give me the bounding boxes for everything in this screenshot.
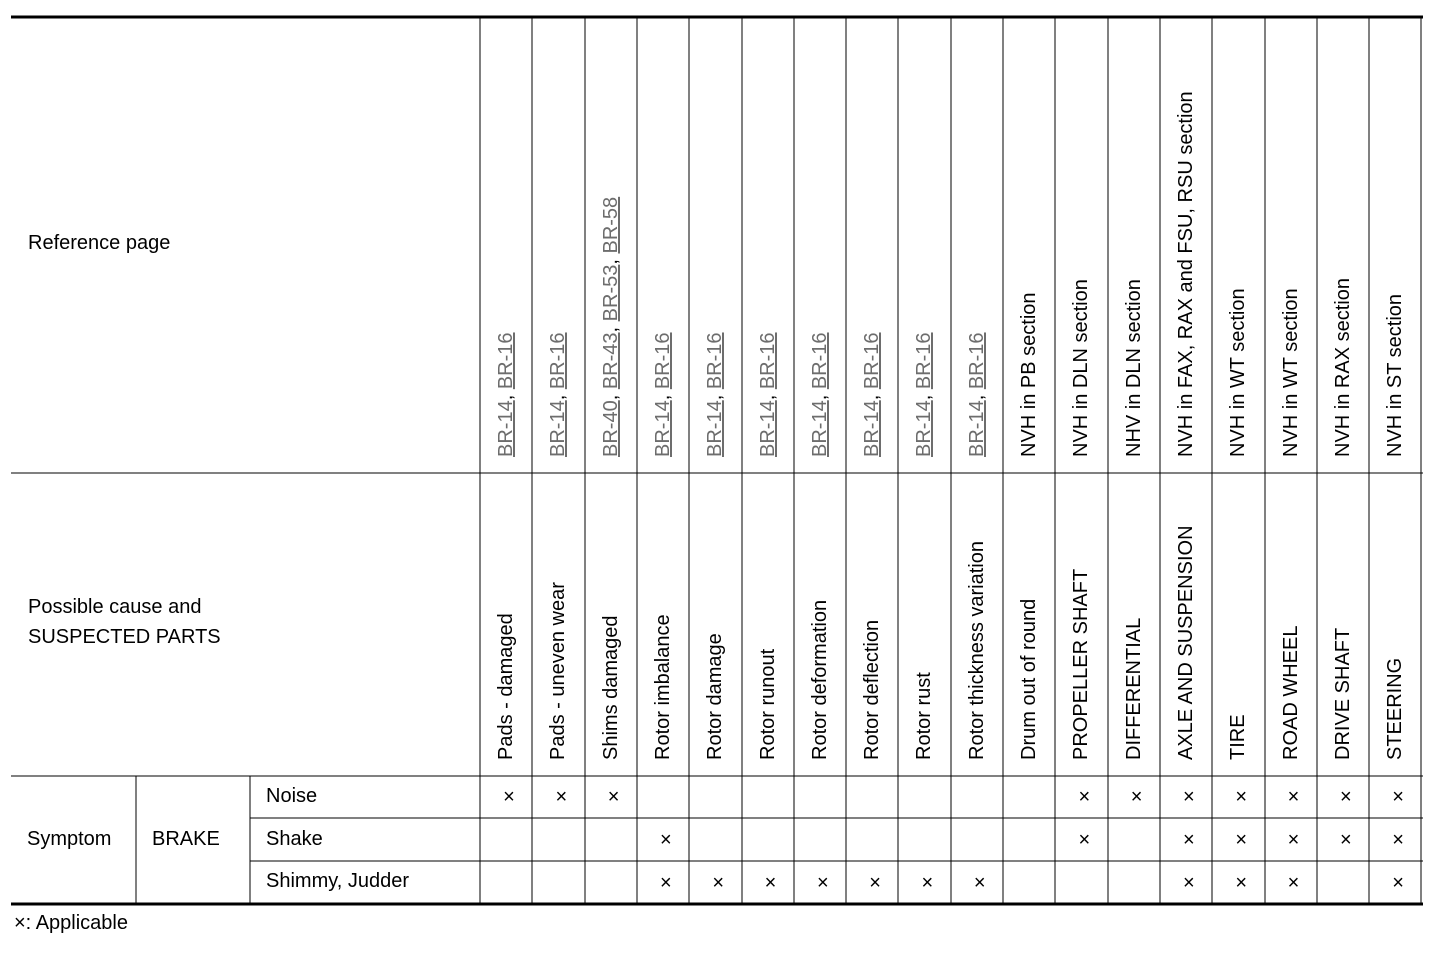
reference-text: , bbox=[965, 389, 988, 401]
reference-text: NVH in WT section bbox=[1279, 288, 1302, 457]
reference-link[interactable]: BR-16 bbox=[808, 332, 831, 390]
applicable-mark: × bbox=[712, 872, 725, 894]
reference-link[interactable]: BR-14 bbox=[808, 400, 831, 457]
reference-14 bbox=[1174, 91, 1198, 457]
reference-text: , bbox=[599, 321, 622, 333]
reference-13 bbox=[1122, 279, 1146, 457]
reference-4[interactable] bbox=[651, 332, 675, 457]
reference-link[interactable]: BR-16 bbox=[547, 332, 570, 390]
reference-text: , bbox=[651, 389, 674, 401]
reference-link[interactable]: BR-40 bbox=[599, 400, 622, 457]
suspected-part-5: Rotor damage bbox=[704, 633, 727, 760]
suspected-part-8: Rotor deflection bbox=[861, 619, 884, 760]
reference-text: , bbox=[599, 389, 622, 401]
suspected-part-14: AXLE AND SUSPENSION bbox=[1174, 525, 1197, 760]
footnote-applicable: ×: Applicable bbox=[14, 912, 128, 934]
suspected-part-11: Drum out of round bbox=[1018, 598, 1040, 760]
applicable-mark: × bbox=[555, 786, 568, 808]
suspected-part-18: STEERING bbox=[1384, 657, 1407, 760]
symptom-row-label-noise: Noise bbox=[266, 785, 318, 807]
possible-cause-label-line2: SUSPECTED PARTS bbox=[28, 626, 221, 648]
suspected-part-4: Rotor imbalance bbox=[651, 614, 674, 760]
reference-text: , bbox=[704, 389, 727, 401]
reference-3[interactable] bbox=[599, 197, 623, 457]
reference-text: , bbox=[861, 389, 884, 401]
reference-10[interactable] bbox=[965, 332, 989, 457]
brake-label: BRAKE bbox=[152, 828, 220, 850]
applicable-mark: × bbox=[607, 786, 620, 808]
suspected-part-16: ROAD WHEEL bbox=[1279, 625, 1302, 760]
applicable-mark: × bbox=[1130, 786, 1143, 808]
applicable-mark: × bbox=[1339, 829, 1352, 851]
reference-link[interactable]: BR-14 bbox=[965, 400, 988, 457]
reference-text: , bbox=[756, 389, 779, 401]
applicable-mark: × bbox=[921, 872, 934, 894]
reference-text: , bbox=[547, 389, 570, 401]
applicable-mark: × bbox=[1183, 829, 1195, 851]
reference-link[interactable]: BR-16 bbox=[651, 332, 674, 390]
suspected-part-15: TIRE bbox=[1227, 714, 1250, 760]
reference-link[interactable]: BR-14 bbox=[861, 400, 884, 457]
suspected-part-2: Pads - uneven wear bbox=[547, 582, 570, 760]
applicable-mark: × bbox=[1183, 872, 1195, 894]
reference-11 bbox=[1017, 292, 1041, 457]
suspected-part-7: Rotor deformation bbox=[808, 599, 831, 760]
applicable-mark: × bbox=[1235, 872, 1248, 894]
applicable-mark: × bbox=[764, 872, 777, 894]
reference-link[interactable]: BR-58 bbox=[599, 196, 622, 254]
reference-link[interactable]: BR-16 bbox=[965, 332, 988, 390]
applicable-mark: × bbox=[660, 872, 672, 894]
reference-link[interactable]: BR-43 bbox=[599, 332, 622, 390]
applicable-mark: × bbox=[816, 872, 829, 894]
reference-text: , bbox=[495, 389, 517, 401]
applicable-mark: × bbox=[869, 872, 881, 894]
reference-text: NVH in WT section bbox=[1227, 288, 1250, 457]
applicable-mark: × bbox=[1287, 786, 1300, 808]
applicable-mark: × bbox=[1235, 786, 1248, 808]
reference-text: NVH in FAX, RAX and FSU, RSU section bbox=[1174, 91, 1197, 457]
symptom-row-label-shake: Shake bbox=[266, 828, 323, 850]
reference-link[interactable]: BR-14 bbox=[547, 400, 570, 457]
applicable-mark: × bbox=[1392, 829, 1404, 851]
reference-text: , bbox=[913, 389, 936, 401]
reference-page-label: Reference page bbox=[28, 232, 171, 254]
reference-12 bbox=[1069, 279, 1093, 457]
applicable-mark: × bbox=[1235, 829, 1248, 851]
suspected-part-17: DRIVE SHAFT bbox=[1331, 627, 1354, 760]
reference-17 bbox=[1331, 278, 1355, 457]
suspected-part-6: Rotor runout bbox=[756, 648, 779, 760]
applicable-mark: × bbox=[973, 872, 986, 894]
reference-link[interactable]: BR-14 bbox=[651, 400, 674, 457]
applicable-mark: × bbox=[1183, 786, 1195, 808]
suspected-part-1: Pads - damaged bbox=[495, 613, 517, 760]
reference-link[interactable]: BR-16 bbox=[704, 332, 727, 390]
reference-9[interactable] bbox=[912, 332, 936, 457]
reference-text: , bbox=[808, 389, 831, 401]
reference-18 bbox=[1383, 294, 1407, 457]
suspected-part-9: Rotor rust bbox=[913, 672, 936, 760]
reference-link[interactable]: BR-14 bbox=[704, 400, 727, 457]
reference-text: NVH in ST section bbox=[1384, 293, 1407, 457]
applicable-mark: × bbox=[660, 829, 672, 851]
reference-7[interactable] bbox=[808, 332, 832, 457]
possible-cause-label bbox=[28, 592, 221, 652]
symptom-row-label-shimmy: Shimmy, Judder bbox=[266, 870, 410, 892]
applicable-mark: × bbox=[1078, 829, 1091, 851]
reference-6[interactable] bbox=[756, 332, 780, 457]
reference-link[interactable]: BR-53 bbox=[599, 264, 622, 322]
applicable-mark: × bbox=[1078, 786, 1091, 808]
reference-text: NVH in DLN section bbox=[1070, 279, 1093, 457]
applicable-mark: × bbox=[1287, 872, 1300, 894]
reference-link[interactable]: BR-16 bbox=[756, 332, 779, 390]
suspected-part-3: Shims damaged bbox=[599, 615, 622, 760]
reference-5[interactable] bbox=[703, 332, 727, 457]
applicable-mark: × bbox=[1339, 786, 1352, 808]
reference-link[interactable]: BR-14 bbox=[495, 400, 517, 457]
symptom-label: Symptom bbox=[27, 828, 112, 850]
reference-15 bbox=[1226, 288, 1250, 457]
reference-link[interactable]: BR-14 bbox=[756, 400, 779, 457]
reference-text: NHV in DLN section bbox=[1122, 279, 1145, 457]
reference-text: NVH in RAX section bbox=[1331, 278, 1354, 457]
reference-link[interactable]: BR-16 bbox=[495, 332, 517, 390]
reference-text: , bbox=[599, 253, 622, 265]
reference-2[interactable] bbox=[546, 332, 570, 457]
reference-link[interactable]: BR-14 bbox=[913, 400, 936, 457]
applicable-mark: × bbox=[1287, 829, 1300, 851]
reference-link[interactable]: BR-16 bbox=[861, 332, 884, 390]
applicable-mark: × bbox=[1392, 872, 1404, 894]
possible-cause-label-line1: Possible cause and bbox=[28, 596, 202, 618]
reference-1[interactable] bbox=[494, 332, 518, 457]
applicable-mark: × bbox=[503, 786, 515, 808]
reference-8[interactable] bbox=[860, 332, 884, 457]
applicable-mark: × bbox=[1392, 786, 1404, 808]
suspected-part-10: Rotor thickness variation bbox=[965, 541, 988, 760]
reference-text: NVH in PB section bbox=[1018, 292, 1040, 457]
reference-link[interactable]: BR-16 bbox=[913, 332, 936, 390]
suspected-part-13: DIFFERENTIAL bbox=[1122, 617, 1145, 760]
reference-16 bbox=[1279, 288, 1303, 457]
suspected-part-12: PROPELLER SHAFT bbox=[1070, 568, 1093, 760]
